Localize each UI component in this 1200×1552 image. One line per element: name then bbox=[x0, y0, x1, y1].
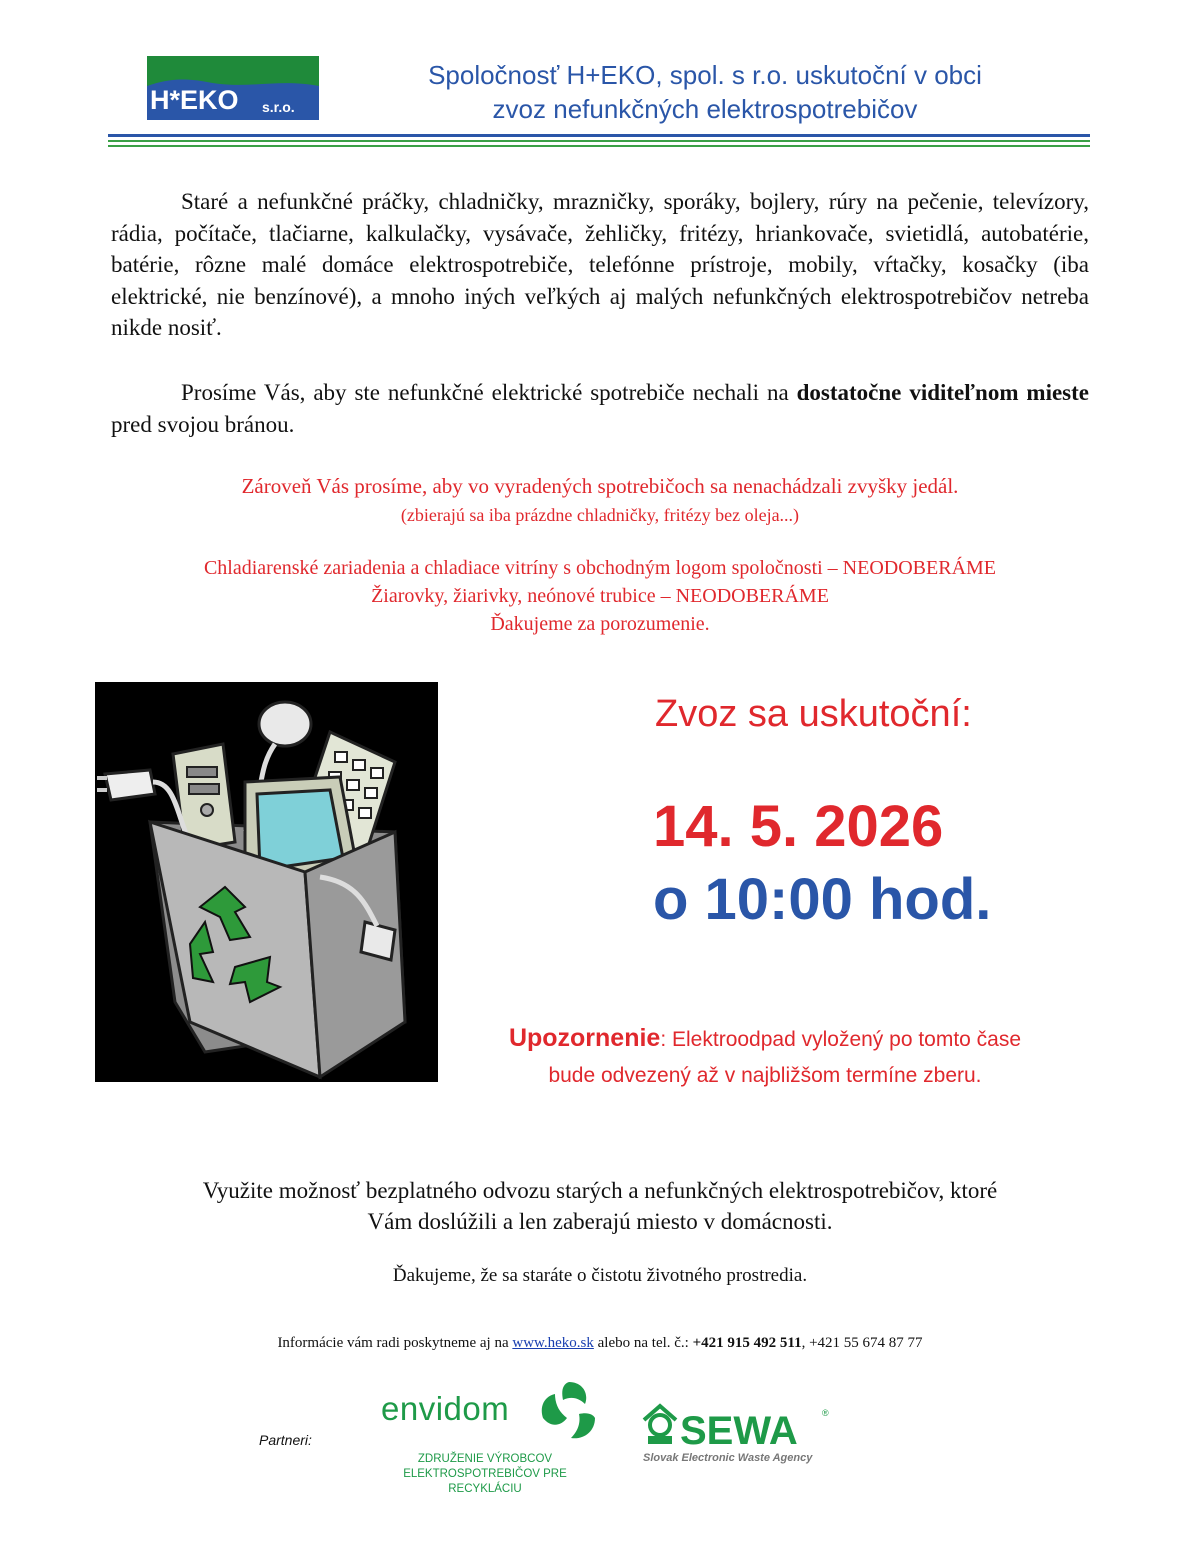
placement-text-bold: dostatočne viditeľnom mieste bbox=[796, 380, 1089, 405]
cooling-display-note: Chladiarenské zariadenia a chladiace vitríny s obchodným logom spoločnosti – NEODOBERÁME bbox=[203, 557, 997, 579]
appliance-list-text: Staré a nefunkčné práčky, chladničky, mrazničky, sporáky, bojlery, rúry na pečenie, televízory, rádia, počítače, tlačiarne, kalkulačky, vysávače, žehličky, fritézy, hriankovače, svietidlá, autobatérie, batérie, rôzne malé domáce elektrospotrebiče, telefónne prístroje, mobily, vŕtačky, kosačky (iba elektrické, nie benzínové), a mnoho iných veľkých aj malých nefunkčných elektrospotrebičov netreba nikde nosiť. bbox=[111, 189, 1089, 340]
bulbs-note: Žiarovky, žiarivky, neónové trubice – NEODOBERÁME bbox=[371, 585, 829, 607]
contact-info bbox=[100, 1335, 1100, 1352]
page-title-line1: Spoločnosť H+EKO, spol. s r.o. uskutoční v obci bbox=[428, 60, 982, 90]
appliance-list-paragraph bbox=[111, 186, 1089, 344]
partners-label: Partneri: bbox=[259, 1432, 312, 1448]
phone-secondary: , +421 55 674 87 77 bbox=[801, 1335, 923, 1351]
event-time: o 10:00 hod. bbox=[653, 867, 992, 932]
page-title-line2: zvoz nefunkčných elektrospotrebičov bbox=[492, 94, 918, 124]
sewa-house-icon bbox=[644, 1406, 676, 1444]
placement-paragraph bbox=[111, 377, 1089, 440]
phone-primary: +421 915 492 511 bbox=[692, 1335, 802, 1351]
envidom-subtitle-line1: ZDRUŽENIE VÝROBCOV bbox=[417, 1453, 553, 1465]
sewa-logo-text: SEWA bbox=[680, 1409, 798, 1453]
thanks-line: Ďakujeme, že sa staráte o čistotu životného prostredia. bbox=[392, 1265, 808, 1286]
heko-logo-suffix: s.r.o. bbox=[262, 99, 295, 115]
heko-logo-text: H*EKO bbox=[150, 85, 239, 115]
page-title bbox=[335, 58, 1075, 126]
warning-block bbox=[445, 1020, 1085, 1094]
warning-text-line2: bude odvezený až v najbližšom termíne zberu. bbox=[548, 1064, 982, 1087]
heko-logo bbox=[147, 56, 319, 120]
contact-info-middle: alebo na tel. č.: bbox=[593, 1335, 693, 1351]
food-remains-note: Zároveň Vás prosíme, aby vo vyradených spotrebičoch sa nenachádzali zvyšky jedál. bbox=[241, 474, 959, 498]
placement-text-start: Prosíme Vás, aby ste nefunkčné elektrické spotrebiče nechali na bbox=[181, 380, 797, 405]
sewa-subtitle: Slovak Electronic Waste Agency bbox=[643, 1452, 813, 1464]
event-heading: Zvoz sa uskutoční: bbox=[655, 693, 972, 735]
sewa-logo bbox=[640, 1398, 830, 1468]
svg-text:®: ® bbox=[822, 1408, 829, 1418]
event-date: 14. 5. 2026 bbox=[653, 794, 944, 859]
envidom-leaf-icon bbox=[535, 1378, 603, 1446]
closing-line1: Využite možnosť bezplatného odvozu starých a nefunkčných elektrospotrebičov, ktoré bbox=[202, 1178, 998, 1203]
header-divider-green bbox=[108, 140, 1090, 142]
closing-line2: Vám doslúžili a len zaberajú miesto v domácnosti. bbox=[367, 1209, 833, 1234]
warning-label: Upozornenie bbox=[508, 1024, 661, 1052]
website-link[interactable]: www.heko.sk bbox=[512, 1335, 594, 1351]
header-divider-green-2 bbox=[108, 145, 1090, 147]
thanks-understanding-note: Ďakujeme za porozumenie. bbox=[490, 613, 710, 635]
envidom-subtitle bbox=[370, 1452, 600, 1497]
contact-info-prefix: Informácie vám radi poskytneme aj na bbox=[277, 1335, 513, 1351]
envidom-logo-text: envidom bbox=[381, 1390, 510, 1427]
header-divider-blue bbox=[108, 134, 1090, 137]
empty-fridges-note: (zbierajú sa iba prázdne chladničky, fritézy bez oleja...) bbox=[400, 505, 800, 525]
recycle-bin-clipart-icon bbox=[95, 682, 438, 1082]
envidom-subtitle-line2: ELEKTROSPOTREBIČOV PRE RECYKLÁCIU bbox=[403, 1468, 567, 1495]
placement-text-end: pred svojou bránou. bbox=[111, 411, 295, 437]
warning-text-line1: : Elektroodpad vyložený po tomto čase bbox=[660, 1028, 1022, 1051]
